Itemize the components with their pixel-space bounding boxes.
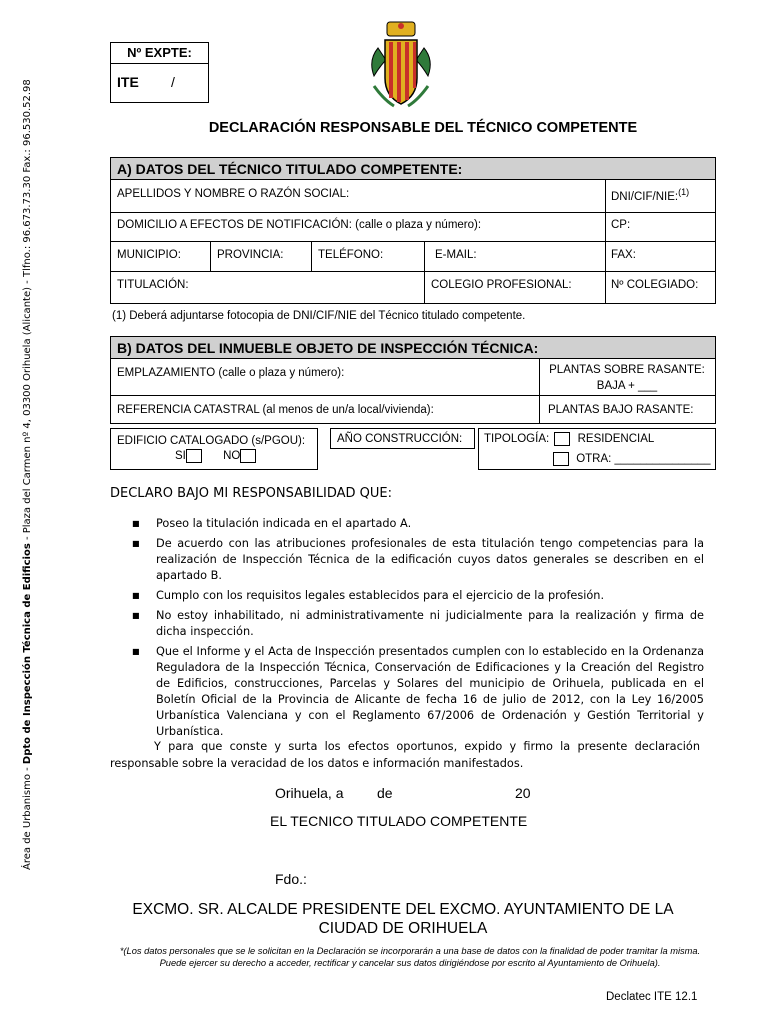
declaration-list: [132, 516, 704, 744]
email-field[interactable]: E-MAIL:: [435, 249, 477, 261]
section-a-heading: A) DATOS DEL TÉCNICO TITULADO COMPETENTE:: [110, 157, 716, 180]
list-item: ■ De acuerdo con las atribuciones profesionales de esta titulación tengo competencias para la realización de Inspección Técnica de la edificación cuyos datos generales se describen en el apartado B.: [132, 536, 704, 584]
list-item: ■ Que el Informe y el Acta de Inspección presentados cumplen con lo establecido en la Ordenanza Reguladora de la Inspección Técnica, Conservación de Edificaciones y la Creación del Registro de Edificios, construcciones, Parcelas y Solares del municipio de Orihuela, publicada en el Boletín Oficial de la Provincia de Alicante de fecha 16 de julio de 2012, con la Ley 16/2005 Urbanística Valenciana y con el Reglamento 67/2006 de Ordenación y Gestión Territorial y Urbanística.: [132, 644, 704, 740]
no-checkbox[interactable]: [240, 449, 256, 463]
tipologia-label: TIPOLOGÍA:: [484, 433, 550, 446]
otra-field[interactable]: OTRA: _______________: [576, 453, 711, 466]
section-a-note: (1) Deberá adjuntarse fotocopia de DNI/CIF/NIE del Técnico titulado competente.: [112, 310, 526, 322]
plantas-bajo-field[interactable]: PLANTAS BAJO RASANTE:: [548, 404, 694, 416]
otra-checkbox[interactable]: [553, 452, 569, 466]
residencial-label: RESIDENCIAL: [577, 433, 655, 446]
list-item: ■ Poseo la titulación indicada en el apartado A.: [132, 516, 704, 532]
si-label: SI: [175, 450, 186, 463]
municipio-field[interactable]: MUNICIPIO:: [117, 249, 181, 261]
domicilio-field[interactable]: DOMICILIO A EFECTOS DE NOTIFICACIÓN: (calle o plaza y número):: [117, 219, 482, 231]
colegiado-field[interactable]: Nº COLEGIADO:: [611, 279, 699, 291]
sidebar-suffix: - Plaza del Carmen nº 4, 03300 Orihuela (Alicante) - Tlfno.: 96.673.73.30 Fax.: 96.530.52.98: [22, 79, 33, 544]
referencia-field[interactable]: REFERENCIA CATASTRAL (al menos de un/a local/vivienda):: [117, 404, 434, 416]
form-code: Declatec ITE 12.1: [606, 991, 698, 1003]
catalogado-label: EDIFICIO CATALOGADO (s/PGOU):: [117, 435, 306, 447]
fax-field[interactable]: FAX:: [611, 249, 636, 261]
expte-value: ITE: [117, 74, 139, 90]
page-title: DECLARACIÓN RESPONSABLE DEL TÉCNICO COMPETENTE: [208, 120, 638, 136]
expte-slash: /: [171, 74, 175, 90]
expte-box: [110, 42, 209, 103]
declaro-heading: DECLARO BAJO MI RESPONSABILIDAD QUE:: [110, 486, 392, 501]
section-b-heading: B) DATOS DEL INMUEBLE OBJETO DE INSPECCIÓN TÉCNICA:: [110, 336, 716, 359]
colegio-field[interactable]: COLEGIO PROFESIONAL:: [431, 279, 572, 291]
no-label: NO: [223, 450, 241, 463]
titulacion-field[interactable]: TITULACIÓN:: [117, 279, 189, 291]
baja-field[interactable]: BAJA + ___: [596, 380, 658, 392]
coat-of-arms-logo: [364, 20, 438, 112]
cp-field[interactable]: CP:: [611, 219, 631, 231]
dni-footnote-ref: (1): [678, 187, 690, 197]
closing-paragraph: Y para que conste y surta los efectos oportunos, expido y firmo la presente declaración responsable sobre la veracidad de los datos e información manifestados.: [110, 740, 700, 770]
plantas-sobre-field[interactable]: PLANTAS SOBRE RASANTE:: [549, 364, 705, 376]
si-checkbox[interactable]: [186, 449, 202, 463]
telefono-field[interactable]: TELÉFONO:: [318, 249, 384, 261]
sidebar-prefix: Área de Urbanismo -: [22, 764, 33, 870]
anio-box: [330, 428, 475, 449]
dni-label: DNI/CIF/NIE:: [611, 190, 679, 203]
catalogado-box: [110, 428, 318, 470]
sidebar-address: [22, 79, 33, 870]
apellidos-field[interactable]: APELLIDOS Y NOMBRE O RAZÓN SOCIAL:: [117, 188, 350, 200]
privacy-note: *(Los datos personales que se le solicitan en la Declaración se incorporarán a una base de datos con la finalidad de poder tramitar la misma. Puede ejercer su derecho a acceder, rectificar y cancelar sus datos dirigiéndose por escrito al Ayuntamiento de Orihuela).: [119, 946, 701, 968]
signer-title: EL TECNICO TITULADO COMPETENTE: [270, 813, 528, 829]
fdo-label[interactable]: Fdo.:: [275, 871, 307, 887]
date-year: 20: [515, 785, 531, 801]
date-de: de: [377, 785, 393, 801]
date-place: Orihuela, a: [275, 785, 344, 801]
list-item: ■ Cumplo con los requisitos legales establecidos para el ejercicio de la profesión.: [132, 588, 704, 604]
list-item: ■ No estoy inhabilitado, ni administrativamente ni judicialmente para la realización y firma de dicha inspección.: [132, 608, 704, 640]
emplazamiento-field[interactable]: EMPLAZAMIENTO (calle o plaza y número):: [117, 367, 345, 379]
expte-label: Nº EXPTE:: [127, 45, 192, 60]
sidebar-dept: Dpto de Inspección Técnica de Edificios: [22, 543, 33, 765]
dni-field[interactable]: [605, 183, 695, 208]
tipologia-box: [478, 428, 716, 470]
section-b-table: [110, 358, 716, 396]
section-b-row2: [110, 395, 716, 424]
residencial-checkbox[interactable]: [554, 432, 570, 446]
anio-field[interactable]: AÑO CONSTRUCCIÓN:: [337, 433, 463, 445]
provincia-field[interactable]: PROVINCIA:: [217, 249, 284, 261]
section-a-table: [110, 179, 716, 304]
addressee: EXCMO. SR. ALCALDE PRESIDENTE DEL EXCMO. AYUNTAMIENTO DE LA CIUDAD DE ORIHUELA: [132, 901, 674, 937]
date-line: [275, 785, 575, 801]
